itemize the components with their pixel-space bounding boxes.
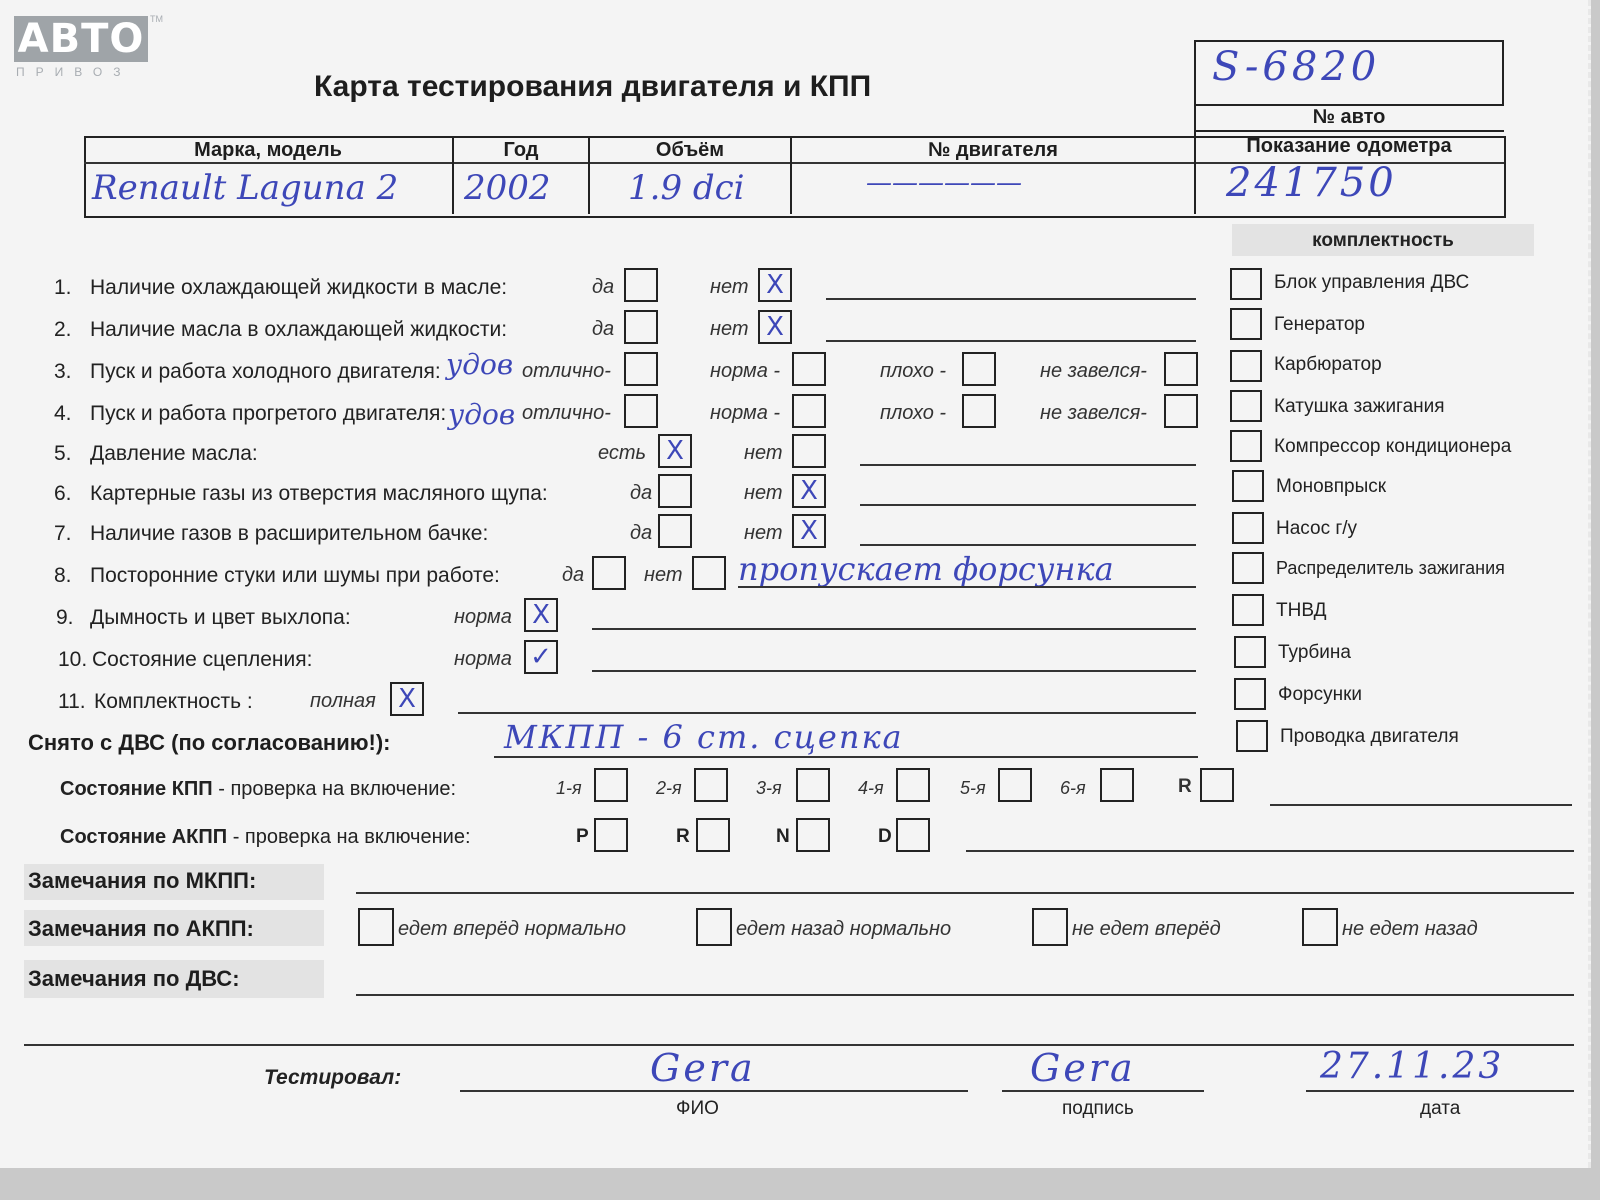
brand-logo: АВТО bbox=[14, 16, 148, 62]
q4-opt-normal: норма - bbox=[710, 402, 781, 424]
akpp-mode-d-checkbox[interactable] bbox=[896, 818, 930, 852]
q3-opt-bad: плохо - bbox=[880, 360, 947, 382]
kpp-gear-r: R bbox=[1178, 776, 1192, 797]
comp-item-distributor: Распределитель зажигания bbox=[1276, 558, 1505, 578]
q3-nostart-checkbox[interactable] bbox=[1164, 352, 1198, 386]
q8-opt-no: нет bbox=[644, 564, 683, 586]
comp-checkbox-distributor[interactable] bbox=[1232, 552, 1264, 584]
q3-opt-normal: норма - bbox=[710, 360, 781, 382]
kpp-gear-5: 5-я bbox=[960, 778, 986, 798]
comp-item-generator: Генератор bbox=[1274, 314, 1365, 335]
comp-checkbox-ignition-coil[interactable] bbox=[1230, 390, 1262, 422]
q8-yes-checkbox[interactable] bbox=[592, 556, 626, 590]
q4-opt-nostart: не завелся- bbox=[1040, 402, 1147, 424]
q5-opt-no: нет bbox=[744, 442, 783, 464]
tested-by-label: Тестировал: bbox=[264, 1066, 402, 1089]
akpp-label bbox=[60, 826, 471, 849]
q1-opt-yes: да bbox=[592, 276, 615, 298]
akpp-forward-ok: едет вперёд нормально bbox=[398, 918, 627, 940]
kpp-gear-4-checkbox[interactable] bbox=[896, 768, 930, 802]
q1-num: 1. bbox=[54, 276, 72, 299]
q9-opt-normal: норма bbox=[454, 606, 512, 628]
q4-normal-checkbox[interactable] bbox=[792, 394, 826, 428]
comp-item-ecu: Блок управления ДВС bbox=[1274, 272, 1470, 293]
date-value: 27.11.23 bbox=[1320, 1046, 1505, 1087]
akpp-mode-r: R bbox=[676, 826, 690, 847]
q2-mark: X bbox=[766, 312, 784, 342]
akpp-no-forward: не едет вперёд bbox=[1072, 918, 1221, 940]
akpp-mode-d: D bbox=[878, 826, 892, 847]
q4-bad-checkbox[interactable] bbox=[962, 394, 996, 428]
q3-num: 3. bbox=[54, 360, 72, 383]
brand-tm: TM bbox=[150, 14, 163, 24]
col-year: Год bbox=[503, 139, 539, 161]
comp-checkbox-wiring[interactable] bbox=[1236, 720, 1268, 752]
akpp-mode-n-checkbox[interactable] bbox=[796, 818, 830, 852]
akpp-no-forward-checkbox[interactable] bbox=[1032, 908, 1068, 946]
comp-item-carburetor: Карбюратор bbox=[1274, 354, 1382, 375]
sign-value: Gera bbox=[1030, 1046, 1136, 1090]
comp-item-wiring: Проводка двигателя bbox=[1280, 726, 1459, 747]
q11-num: 11. bbox=[58, 690, 86, 713]
comp-checkbox-generator[interactable] bbox=[1230, 308, 1262, 340]
q6-opt-yes: да bbox=[630, 482, 653, 504]
comp-checkbox-fuel-pump[interactable] bbox=[1232, 594, 1264, 626]
akpp-label-bold: Состояние АКПП bbox=[60, 826, 228, 848]
q4-nostart-checkbox[interactable] bbox=[1164, 394, 1198, 428]
remarks-dvs-label: Замечания по ДВС: bbox=[28, 966, 240, 991]
q4-text: Пуск и работа прогретого двигателя: bbox=[90, 402, 447, 425]
comp-item-injectors: Форсунки bbox=[1278, 684, 1362, 705]
q11-text: Комплектность : bbox=[94, 690, 253, 713]
q4-opt-bad: плохо - bbox=[880, 402, 947, 424]
kpp-gear-2-checkbox[interactable] bbox=[694, 768, 728, 802]
col-volume: Объём bbox=[655, 139, 725, 161]
fio-value: Gera bbox=[650, 1046, 756, 1090]
year-value: 2002 bbox=[464, 168, 551, 208]
removed-label: Снято с ДВС (по согласованию!): bbox=[28, 730, 391, 755]
kpp-gear-1: 1-я bbox=[556, 778, 582, 798]
completeness-title: комплектность bbox=[1312, 230, 1454, 251]
q7-mark: X bbox=[800, 516, 818, 546]
q6-mark: X bbox=[800, 476, 818, 506]
sign-label: подпись bbox=[1062, 1098, 1134, 1119]
removed-value: МКПП - 6 ст. сцепка bbox=[504, 718, 904, 756]
q3-normal-checkbox[interactable] bbox=[792, 352, 826, 386]
col-engine: № двигателя bbox=[928, 139, 1058, 161]
q10-opt-normal: норма bbox=[454, 648, 512, 670]
q8-note: пропускает форсунка bbox=[738, 550, 1114, 588]
q3-excellent-checkbox[interactable] bbox=[624, 352, 658, 386]
q10-num: 10. bbox=[58, 648, 88, 671]
q2-num: 2. bbox=[54, 318, 72, 341]
q7-text: Наличие газов в расширительном бачке: bbox=[90, 522, 489, 545]
q5-opt-yes: есть bbox=[598, 442, 647, 464]
akpp-mode-p-checkbox[interactable] bbox=[594, 818, 628, 852]
q10-text: Состояние сцепления: bbox=[92, 648, 313, 671]
odometer-value: 241750 bbox=[1226, 160, 1397, 206]
q7-yes-checkbox[interactable] bbox=[658, 514, 692, 548]
comp-checkbox-ecu[interactable] bbox=[1230, 268, 1262, 300]
q4-excellent-checkbox[interactable] bbox=[624, 394, 658, 428]
q8-num: 8. bbox=[54, 564, 72, 587]
fio-label: ФИО bbox=[676, 1098, 719, 1119]
comp-checkbox-ac-compressor[interactable] bbox=[1230, 430, 1262, 462]
akpp-mode-n: N bbox=[776, 826, 790, 847]
q10-mark: ✓ bbox=[530, 642, 552, 672]
comp-item-ac-compressor: Компрессор кондиционера bbox=[1274, 436, 1512, 457]
q5-num: 5. bbox=[54, 442, 72, 465]
q3-opt-excellent: отлично- bbox=[522, 360, 611, 382]
q8-text: Посторонние стуки или шумы при работе: bbox=[90, 564, 500, 587]
akpp-label-rest: - проверка на включение: bbox=[227, 826, 471, 848]
akpp-backward-ok-checkbox[interactable] bbox=[696, 908, 732, 946]
comp-checkbox-turbine[interactable] bbox=[1234, 636, 1266, 668]
brand-logo-sub: ПРИВОЗ bbox=[16, 65, 132, 79]
kpp-gear-3: 3-я bbox=[756, 778, 782, 798]
q2-opt-yes: да bbox=[592, 318, 615, 340]
comp-item-fuel-pump: ТНВД bbox=[1276, 600, 1327, 621]
col-odometer: Показание одометра bbox=[1246, 135, 1452, 157]
date-label: дата bbox=[1420, 1098, 1461, 1119]
q6-num: 6. bbox=[54, 482, 72, 505]
q5-mark: X bbox=[666, 436, 684, 466]
comp-checkbox-ps-pump[interactable] bbox=[1232, 512, 1264, 544]
page-title: Карта тестирования двигателя и КПП bbox=[314, 70, 872, 103]
q4-note: удов bbox=[448, 398, 516, 431]
model-value: Renault Laguna 2 bbox=[92, 168, 399, 208]
kpp-gear-4: 4-я bbox=[858, 778, 884, 798]
kpp-gear-6-checkbox[interactable] bbox=[1100, 768, 1134, 802]
kpp-gear-r-checkbox[interactable] bbox=[1200, 768, 1234, 802]
q4-opt-excellent: отлично- bbox=[522, 402, 611, 424]
q1-mark: X bbox=[766, 270, 784, 300]
q6-yes-checkbox[interactable] bbox=[658, 474, 692, 508]
kpp-gear-2: 2-я bbox=[656, 778, 682, 798]
q8-no-checkbox[interactable] bbox=[692, 556, 726, 590]
col-model: Марка, модель bbox=[194, 139, 342, 161]
comp-checkbox-injectors[interactable] bbox=[1234, 678, 1266, 710]
comp-checkbox-mono-injection[interactable] bbox=[1232, 470, 1264, 502]
q3-note: удов bbox=[446, 348, 514, 381]
q6-opt-no: нет bbox=[744, 482, 783, 504]
q11-opt-full: полная bbox=[310, 690, 376, 712]
q9-mark: X bbox=[532, 600, 550, 630]
comp-checkbox-carburetor[interactable] bbox=[1230, 350, 1262, 382]
q8-opt-yes: да bbox=[562, 564, 585, 586]
akpp-forward-ok-checkbox[interactable] bbox=[358, 908, 394, 946]
akpp-mode-p: P bbox=[576, 826, 589, 847]
akpp-no-backward-checkbox[interactable] bbox=[1302, 908, 1338, 946]
q5-no-checkbox[interactable] bbox=[792, 434, 826, 468]
car-number-value: S-6820 bbox=[1212, 44, 1381, 90]
q3-bad-checkbox[interactable] bbox=[962, 352, 996, 386]
q1-yes-checkbox[interactable] bbox=[624, 268, 658, 302]
q1-text: Наличие охлаждающей жидкости в масле: bbox=[90, 276, 508, 299]
comp-item-ps-pump: Насос г/у bbox=[1276, 518, 1358, 539]
kpp-gear-3-checkbox[interactable] bbox=[796, 768, 830, 802]
q1-opt-no: нет bbox=[710, 276, 749, 298]
q3-text: Пуск и работа холодного двигателя: bbox=[90, 360, 441, 383]
comp-item-mono-injection: Моновпрыск bbox=[1276, 476, 1387, 497]
q7-opt-yes: да bbox=[630, 522, 653, 544]
comp-item-turbine: Турбина bbox=[1278, 642, 1351, 663]
q11-mark: X bbox=[398, 684, 416, 714]
kpp-gear-6: 6-я bbox=[1060, 778, 1086, 798]
car-number-label: № авто bbox=[1312, 106, 1386, 128]
kpp-gear-5-checkbox[interactable] bbox=[998, 768, 1032, 802]
q9-num: 9. bbox=[56, 606, 74, 629]
q2-text: Наличие масла в охлаждающей жидкости: bbox=[90, 318, 508, 341]
kpp-gear-1-checkbox[interactable] bbox=[594, 768, 628, 802]
akpp-mode-r-checkbox[interactable] bbox=[696, 818, 730, 852]
remarks-mkpp-label: Замечания по МКПП: bbox=[28, 868, 257, 893]
q6-text: Картерные газы из отверстия масляного щупа: bbox=[90, 482, 548, 505]
kpp-label bbox=[60, 778, 456, 801]
q7-opt-no: нет bbox=[744, 522, 783, 544]
akpp-backward-ok: едет назад нормально bbox=[736, 918, 952, 940]
kpp-label-rest: - проверка на включение: bbox=[212, 778, 457, 800]
akpp-no-backward: не едет назад bbox=[1342, 918, 1478, 940]
q4-num: 4. bbox=[54, 402, 72, 425]
q2-yes-checkbox[interactable] bbox=[624, 310, 658, 344]
q2-opt-no: нет bbox=[710, 318, 749, 340]
remarks-akpp-label: Замечания по АКПП: bbox=[28, 916, 254, 941]
engine-value: —————— bbox=[866, 168, 1022, 198]
q9-text: Дымность и цвет выхлопа: bbox=[90, 606, 351, 629]
q5-text: Давление масла: bbox=[90, 442, 258, 465]
volume-value: 1.9 dci bbox=[628, 168, 745, 208]
comp-item-ignition-coil: Катушка зажигания bbox=[1274, 396, 1445, 417]
q7-num: 7. bbox=[54, 522, 72, 545]
kpp-label-bold: Состояние КПП bbox=[60, 778, 213, 800]
q3-opt-nostart: не завелся- bbox=[1040, 360, 1147, 382]
